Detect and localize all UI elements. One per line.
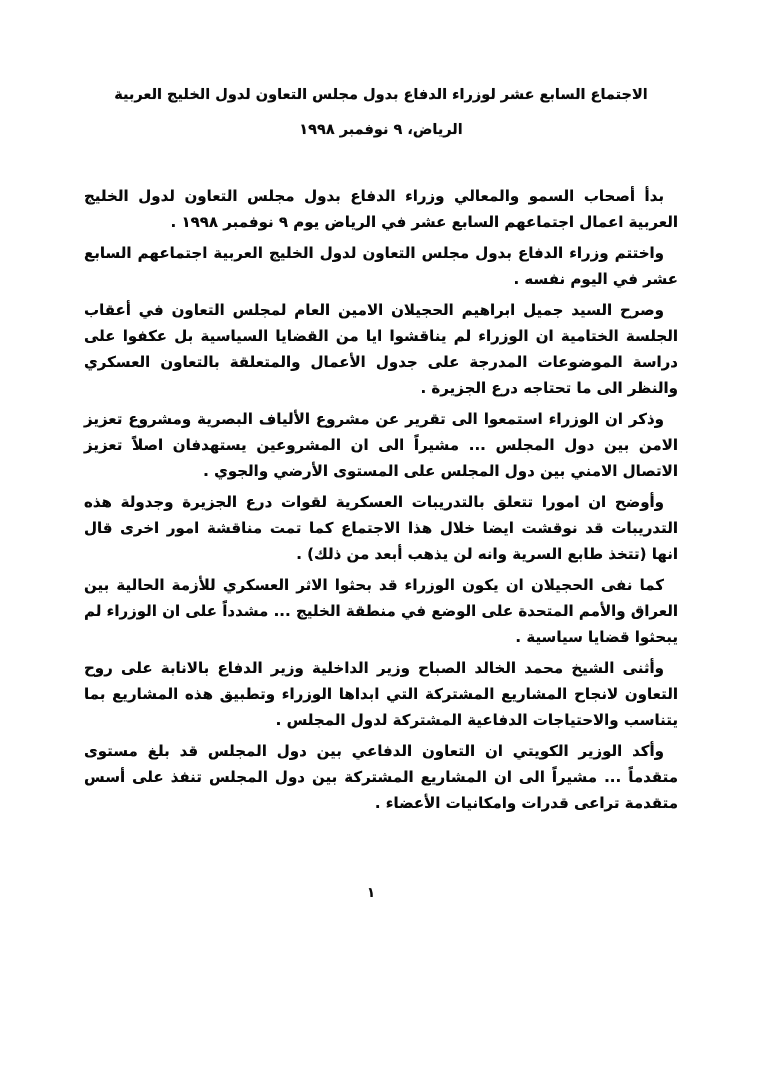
body-paragraph: واختتم وزراء الدفاع بدول مجلس التعاون لدول الخليج العربية اجتماعهم السابع عشر في اليوم نفسه . xyxy=(84,244,678,288)
document-title xyxy=(0,78,762,148)
body-paragraph: وأوضح ان امورا تتعلق بالتدريبات العسكرية لقوات درع الجزيرة وجدولة هذه التدريبات قد نوقشت ايضا خلال هذا الاجتماع كما تمت مناقشة امور اخرى قال انها (تتخذ طابع السرية وانه لن يذهب أبعد من ذلك) . xyxy=(84,493,678,563)
document-title-line-2: الرياض، ٩ نوفمبر ١٩٩٨ xyxy=(299,122,463,138)
document-title-line-1: الاجتماع السابع عشر لوزراء الدفاع بدول مجلس التعاون لدول الخليج العربية xyxy=(114,87,648,103)
page-number: ١ xyxy=(366,885,376,901)
document-body xyxy=(84,183,678,821)
body-paragraph: وصرح السيد جميل ابراهيم الحجيلان الامين العام لمجلس التعاون في أعقاب الجلسة الختامية ان الوزراء لم يناقشوا ايا من القضايا السياسية بل عكفوا على دراسة الموضوعات المدرجة على جدول الأعمال والمتعلقة بالتعاون العسكري والنظر الى ما تحتاجه درع الجزيرة . xyxy=(84,301,678,397)
body-paragraph: وأكد الوزير الكويتي ان التعاون الدفاعي بين دول المجلس قد بلغ مستوى متقدماً ... مشيراً الى ان المشاريع المشتركة بين دول المجلس تنفذ على أسس متقدمة تراعى قدرات وامكانيات الأعضاء . xyxy=(84,742,678,812)
body-paragraph: كما نفى الحجيلان ان يكون الوزراء قد بحثوا الاثر العسكري للأزمة الحالية بين العراق والأمم المتحدة على الوضع في منطقة الخليج ... مشدداً على ان الوزراء لم يبحثوا قضايا سياسية . xyxy=(84,576,678,646)
body-paragraph: بدأ أصحاب السمو والمعالي وزراء الدفاع بدول مجلس التعاون لدول الخليج العربية اعمال اجتماعهم السابع عشر في الرياض يوم ٩ نوفمبر ١٩٩٨ . xyxy=(84,187,678,231)
body-paragraph: وأثنى الشيخ محمد الخالد الصباح وزير الداخلية وزير الدفاع بالانابة على روح التعاون لانجاح المشاريع المشتركة التي ابداها الوزراء وتطبيق هذه المشاريع بما يتناسب والاحتياجات الدفاعية المشتركة لدول المجلس . xyxy=(84,659,678,729)
body-paragraph: وذكر ان الوزراء استمعوا الى تقرير عن مشروع الألياف البصرية ومشروع تعزيز الامن بين دول المجلس ... مشيراً الى ان المشروعين يستهدفان اصلاً تعزيز الاتصال الامني بين دول المجلس على المستوى الأرضي والجوي . xyxy=(84,410,678,480)
